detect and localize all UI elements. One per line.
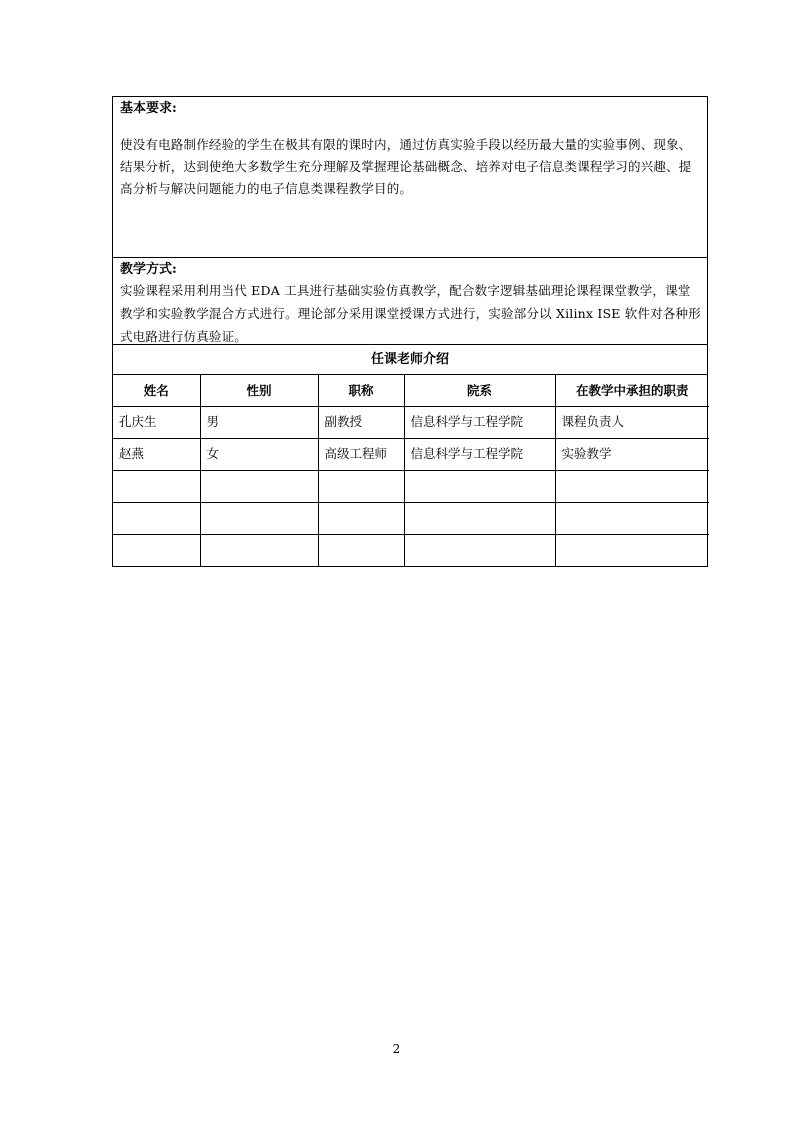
cell-title bbox=[318, 534, 404, 566]
header-name: 姓名 bbox=[113, 375, 200, 406]
header-title: 职称 bbox=[318, 375, 404, 406]
teaching-method-text: 实验课程采用利用当代 EDA 工具进行基础实验仿真教学，配合数字逻辑基础理论课程课堂教学，课堂教学和实验教学混合方式进行。理论部分采用课堂授课方式进行，实验部分以 Xilinx ISE 软件对各种形式电路进行仿真验证。 bbox=[120, 283, 701, 344]
table-row bbox=[113, 534, 709, 566]
header-gender: 性别 bbox=[200, 375, 318, 406]
teachers-table-title: 任课老师介绍 bbox=[113, 345, 707, 375]
cell-name: 赵燕 bbox=[113, 438, 200, 470]
cell-department bbox=[404, 470, 555, 502]
cell-gender: 女 bbox=[200, 438, 318, 470]
cell-duty bbox=[555, 470, 709, 502]
cell-title: 副教授 bbox=[318, 406, 404, 438]
cell-name bbox=[113, 470, 200, 502]
requirements-heading: 基本要求: bbox=[120, 101, 177, 116]
requirements-text: 使没有电路制作经验的学生在极其有限的课时内，通过仿真实验手段以经历最大量的实验事例、现象、结果分析，达到使绝大多数学生充分理解及掌握理论基础概念、培养对电子信息类课程学习的兴趣、提高分析与解决问题能力的电子信息类课程教学目的。 bbox=[120, 137, 692, 196]
cell-title bbox=[318, 470, 404, 502]
course-info-frame bbox=[112, 96, 708, 567]
requirements-section bbox=[113, 97, 707, 258]
cell-name bbox=[113, 534, 200, 566]
teachers-table bbox=[113, 375, 709, 566]
cell-title bbox=[318, 502, 404, 534]
table-header-row bbox=[113, 375, 709, 406]
cell-duty bbox=[555, 534, 709, 566]
table-row bbox=[113, 470, 709, 502]
header-department: 院系 bbox=[404, 375, 555, 406]
cell-gender bbox=[200, 534, 318, 566]
cell-name: 孔庆生 bbox=[113, 406, 200, 438]
cell-duty bbox=[555, 502, 709, 534]
page-number: 2 bbox=[392, 1042, 401, 1056]
cell-duty: 课程负责人 bbox=[555, 406, 709, 438]
teaching-method-section bbox=[113, 258, 707, 345]
cell-title: 高级工程师 bbox=[318, 438, 404, 470]
header-duty: 在教学中承担的职责 bbox=[555, 375, 709, 406]
cell-duty: 实验教学 bbox=[555, 438, 709, 470]
cell-department bbox=[404, 502, 555, 534]
cell-gender bbox=[200, 470, 318, 502]
table-row bbox=[113, 438, 709, 470]
teaching-method-heading: 教学方式: bbox=[120, 262, 177, 277]
table-row bbox=[113, 406, 709, 438]
cell-name bbox=[113, 502, 200, 534]
cell-gender: 男 bbox=[200, 406, 318, 438]
cell-department: 信息科学与工程学院 bbox=[404, 406, 555, 438]
cell-department: 信息科学与工程学院 bbox=[404, 438, 555, 470]
cell-department bbox=[404, 534, 555, 566]
table-row bbox=[113, 502, 709, 534]
cell-gender bbox=[200, 502, 318, 534]
